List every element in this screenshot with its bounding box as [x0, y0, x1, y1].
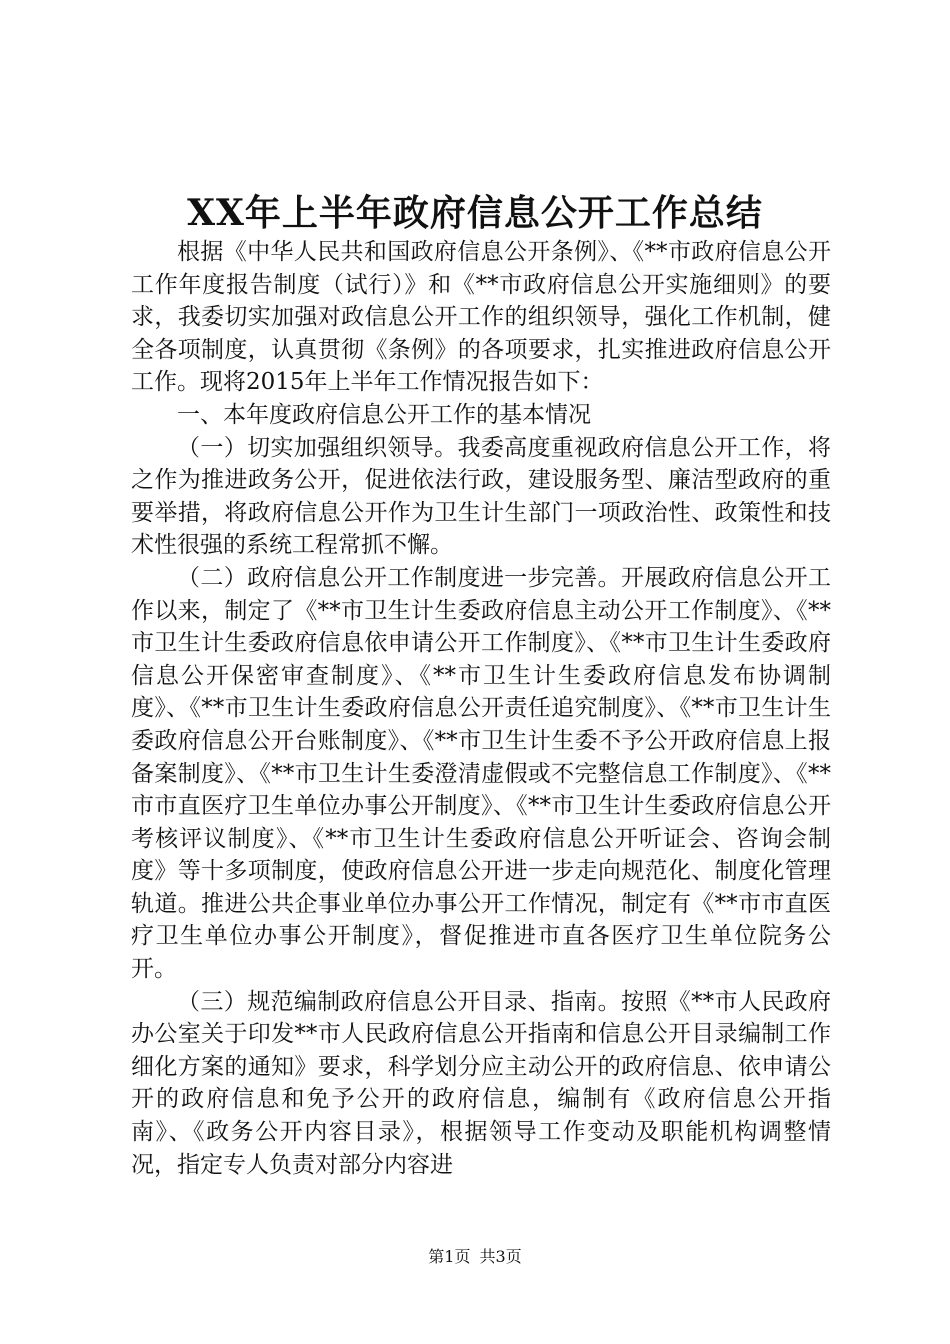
document-body: [131, 236, 831, 1181]
page-footer: [0, 1244, 950, 1267]
section-heading: 一、本年度政府信息公开工作的基本情况: [177, 401, 591, 428]
paragraph-item-3: （三）规范编制政府信息公开目录、指南。按照《**市人民政府办公室关于印发**市人民政府信息公开指南和信息公开目录编制工作细化方案的通知》要求，科学划分应主动公开的政府信息、依申请公开的政府信息和免予公开的政府信息，编制有《政府信息公开指南》、《政务公开内容目录》，根据领导工作变动及职能机构调整情况，指定专人负责对部分内容进: [131, 988, 831, 1178]
paragraph-item-2: （二）政府信息公开工作制度进一步完善。开展政府信息公开工作以来，制定了《**市卫生计生委政府信息主动公开工作制度》、《**市卫生计生委政府信息依申请公开工作制度》、《**市卫生计生委政府信息公开保密审查制度》、《**市卫生计生委政府信息发布协调制度》、《**市卫生计生委政府信息公开责任追究制度》、《**市卫生计生委政府信息公开台账制度》、《**市卫生计生委不予公开政府信息上报备案制度》、《**市卫生计生委澄清虚假或不完整信息工作制度》、《**市市直医疗卫生单位办事公开制度》、《**市卫生计生委政府信息公开考核评议制度》、《**市卫生计生委政府信息公开听证会、咨询会制度》等十多项制度，使政府信息公开进一步走向规范化、制度化管理轨道。推进公共企事业单位办事公开工作情况，制定有《**市市直医疗卫生单位办事公开制度》，督促推进市直各医疗卫生单位院务公开。: [131, 564, 831, 983]
page-number: 第1页: [428, 1247, 471, 1266]
page-total: 共3页: [479, 1247, 522, 1266]
paragraph-item-1: （一）切实加强组织领导。我委高度重视政府信息公开工作，将之作为推进政务公开，促进依法行政，建设服务型、廉洁型政府的重要举措，将政府信息公开作为卫生计生部门一项政治性、政策性和技术性很强的系统工程常抓不懈。: [131, 434, 831, 559]
paragraph-intro: 根据《中华人民共和国政府信息公开条例》、《**市政府信息公开工作年度报告制度（试行）》和《**市政府信息公开实施细则》的要求，我委切实加强对政信息公开工作的组织领导，强化工作机制，健全各项制度，认真贯彻《条例》的各项要求，扎实推进政府信息公开工作。现将2015年上半年工作情况报告如下：: [131, 239, 831, 396]
document-title: XX年上半年政府信息公开工作总结: [187, 192, 763, 234]
